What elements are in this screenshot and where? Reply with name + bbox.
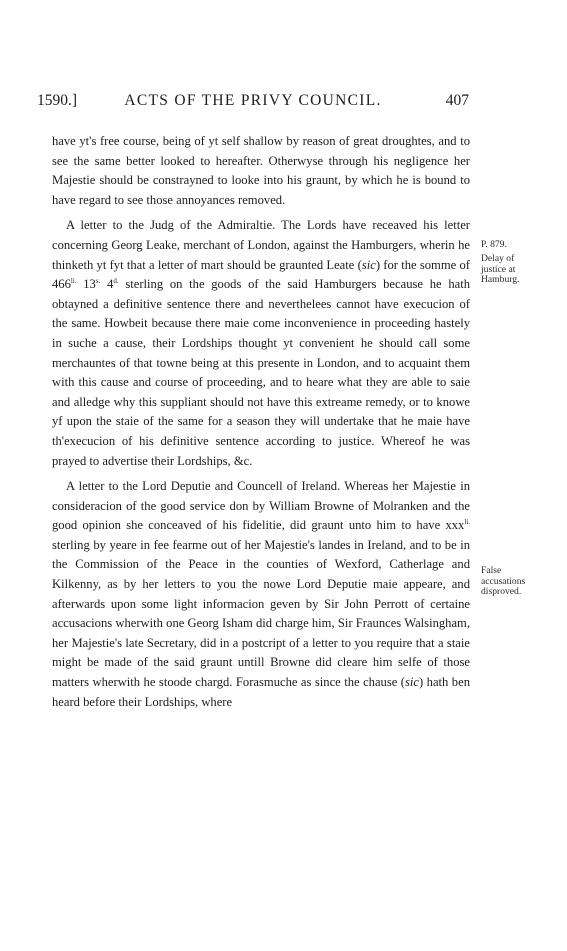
paragraph-2-text-c: 13 (76, 277, 96, 292)
paragraph-3 (52, 477, 470, 712)
paragraph-1-text: have yt's free course, being of yt self shallow by reason of great droughtes, and to see the same better looked to hereafter. Otherwyse through his negligence her Majestie should be constrayned to looke into his graunt, by which he is bound to have regard to see those annoyances removed. (52, 134, 470, 207)
paragraph-2-text-a: A letter to the Judg of the Admiraltie. The Lords have receaved his letter concerning Georg Leake, merchant of London, against the Hamburgers, wherin he thinketh yt fyt that a letter of mart should be graunted Leate ( (52, 218, 470, 272)
header-title: ACTS OF THE PRIVY COUNCIL. (124, 92, 382, 109)
body-text (52, 132, 470, 718)
paragraph-2-text-b: ) for the somme of 466 (52, 257, 470, 292)
paragraph-1 (52, 132, 470, 210)
running-header (37, 92, 469, 116)
paragraph-2-text-e: sterling on the goods of the said Hamburgers because he hath obtayned a definitive sentence there and neverthelees cannot have execucion of the same. Howbeit because there maie come inconvenience in proceeding hastely in suche a cause, their Lordships thought yt convenient he should call some merchauntes of that towne being at this presente in London, and to acquaint them with this cause and course of proceeding, and to heare what they are able to saie and alledge why this suppliant should not have this extreame remedy, or to knowe yf upon the staie of the same for a season they will undertake that he maie have th'execucion of his definitive sentence according to justice. Whereof he was prayed to advertise their Lordships, &c. (52, 277, 471, 468)
paragraph-3-text-b: sterling by yeare in fee fearme out of her Majestie's landes in Ireland, and to be in the Commission of the Peace in the counties of Wexford, Catherlage and Kilkenny, as by her letters to you the nowe Lord Deputie maie appeare, and afterwards upon some light informacion geven by Sir John Perrott of certaine accusacions wherwith one Georg Isham did charge him, Sir Fraunces Walsingham, her Majestie's late Secretary, did in a postcript of a letter to you require that a staie might be made of the said graunt untill Browne did cleare him selfe of those matters wherwith he stoode chargd. Forasmuche as since the chause ( (52, 537, 470, 690)
paragraph-3-text-c: ) hath ben heard before their Lordships, where (52, 675, 470, 709)
paragraph-2 (52, 216, 470, 471)
pounds-sup: li. (464, 518, 470, 527)
margin-note-accusations: False accusations disproved. (481, 565, 526, 597)
margin-page-ref: P. 879. (481, 239, 507, 250)
paragraph-2-text-d: 4 (100, 277, 114, 292)
pence-sup: d. (113, 276, 119, 285)
sic-note: sic (361, 257, 376, 272)
header-year: 1590.] (37, 92, 78, 109)
page-number: 407 (445, 92, 469, 109)
paragraph-3-text-a: A letter to the Lord Deputie and Councell of Ireland. Whereas her Majestie in consideracion of the good service don by William Browne of Molranken and the good opinion she conceaved of his fidelitie, did graunt unto him to have xxx (52, 479, 470, 533)
margin-note-hamburg: Delay of justice at Hamburg. (481, 253, 520, 285)
shillings-sup: s. (95, 276, 101, 285)
pounds-sup: li. (70, 276, 77, 285)
sic-note: sic (405, 675, 419, 690)
